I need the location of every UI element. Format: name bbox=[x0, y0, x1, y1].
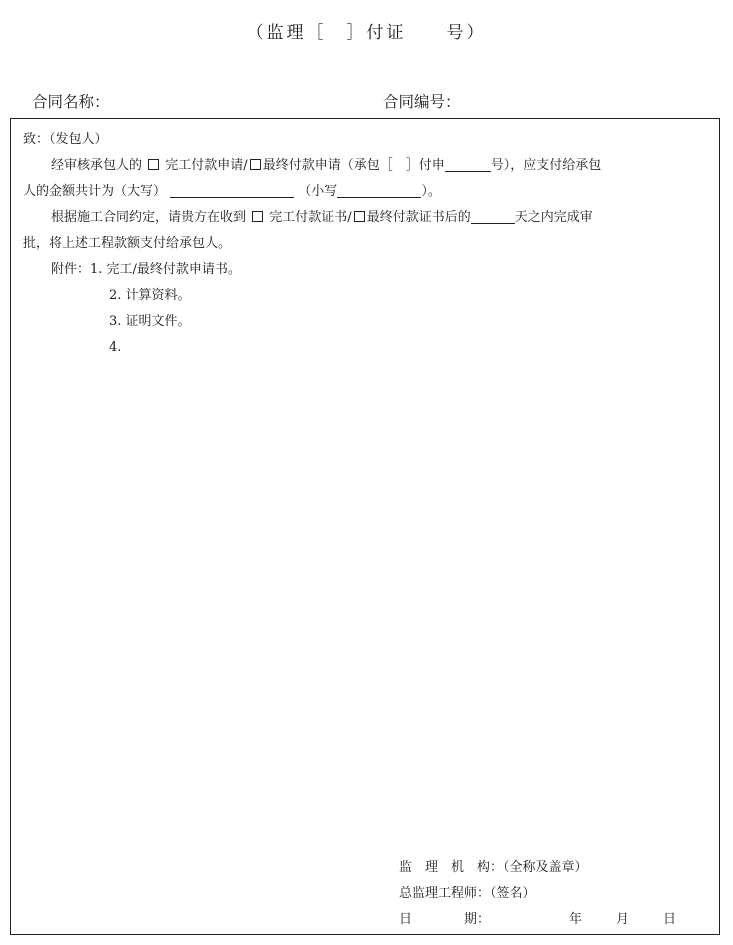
p1-text-a: 经审核承包人的 bbox=[51, 158, 143, 173]
p1-text-b: 完工付款申请/ bbox=[165, 158, 248, 173]
p1-text-e: 人的金额共计为（大写） bbox=[23, 184, 167, 199]
p2-text-b: 完工付款证书/ bbox=[269, 210, 352, 225]
application-number-blank[interactable] bbox=[445, 157, 491, 172]
p1-text-g: ）。 bbox=[421, 184, 441, 199]
paragraph-2-line-2: 批，将上述工程款额支付给承包人。 bbox=[23, 236, 232, 251]
p2-text-c: 最终付款证书后的 bbox=[366, 210, 471, 225]
p2-text-d: 天之内完成审 bbox=[514, 210, 593, 225]
p1-text-c: 最终付款申请（承包［ ］付申 bbox=[262, 158, 445, 173]
date-day: 日 bbox=[663, 912, 677, 927]
days-blank[interactable] bbox=[471, 209, 515, 224]
attachments-label: 附件： bbox=[51, 262, 91, 277]
date-line bbox=[399, 907, 676, 933]
attachment-item: 1. 完工/最终付款申请书。 bbox=[90, 262, 241, 277]
final-certificate-checkbox[interactable] bbox=[354, 211, 365, 222]
supervision-org-line: 监 理 机 构：（全称及盖章） bbox=[399, 860, 588, 875]
date-label: 日 期： bbox=[399, 912, 491, 927]
form-body-box bbox=[10, 118, 720, 935]
contract-name-label: 合同名称： bbox=[32, 93, 110, 111]
completion-payment-checkbox[interactable] bbox=[148, 159, 159, 170]
paragraph-2-line-1 bbox=[23, 205, 713, 231]
completion-certificate-checkbox[interactable] bbox=[252, 211, 263, 222]
attachment-item: 4. bbox=[109, 340, 122, 355]
final-payment-checkbox[interactable] bbox=[250, 159, 261, 170]
attachment-item: 2. 计算资料。 bbox=[109, 288, 191, 303]
p2-text-a: 根据施工合同约定，请贵方在收到 bbox=[51, 210, 247, 225]
addressee: 致：（发包人） bbox=[23, 132, 108, 147]
date-year: 年 bbox=[569, 912, 583, 927]
amount-in-words-blank[interactable] bbox=[170, 183, 294, 198]
contract-number-label: 合同编号： bbox=[383, 93, 461, 111]
p1-text-d: 号），应支付给承包 bbox=[490, 158, 602, 173]
paragraph-1-line-1 bbox=[23, 153, 713, 179]
chief-engineer-line: 总监理工程师：（签名） bbox=[399, 886, 536, 901]
date-month: 月 bbox=[616, 912, 630, 927]
paragraph-1-line-2 bbox=[23, 179, 713, 205]
signature-block bbox=[399, 855, 676, 933]
attachment-row-1 bbox=[23, 257, 713, 283]
amount-in-figures-blank[interactable] bbox=[337, 183, 421, 198]
p1-text-f: （小写 bbox=[298, 184, 338, 199]
form-body-text bbox=[23, 127, 713, 361]
document-title: （监理［ ］付证 号） bbox=[246, 23, 487, 43]
attachment-item: 3. 证明文件。 bbox=[109, 314, 191, 329]
